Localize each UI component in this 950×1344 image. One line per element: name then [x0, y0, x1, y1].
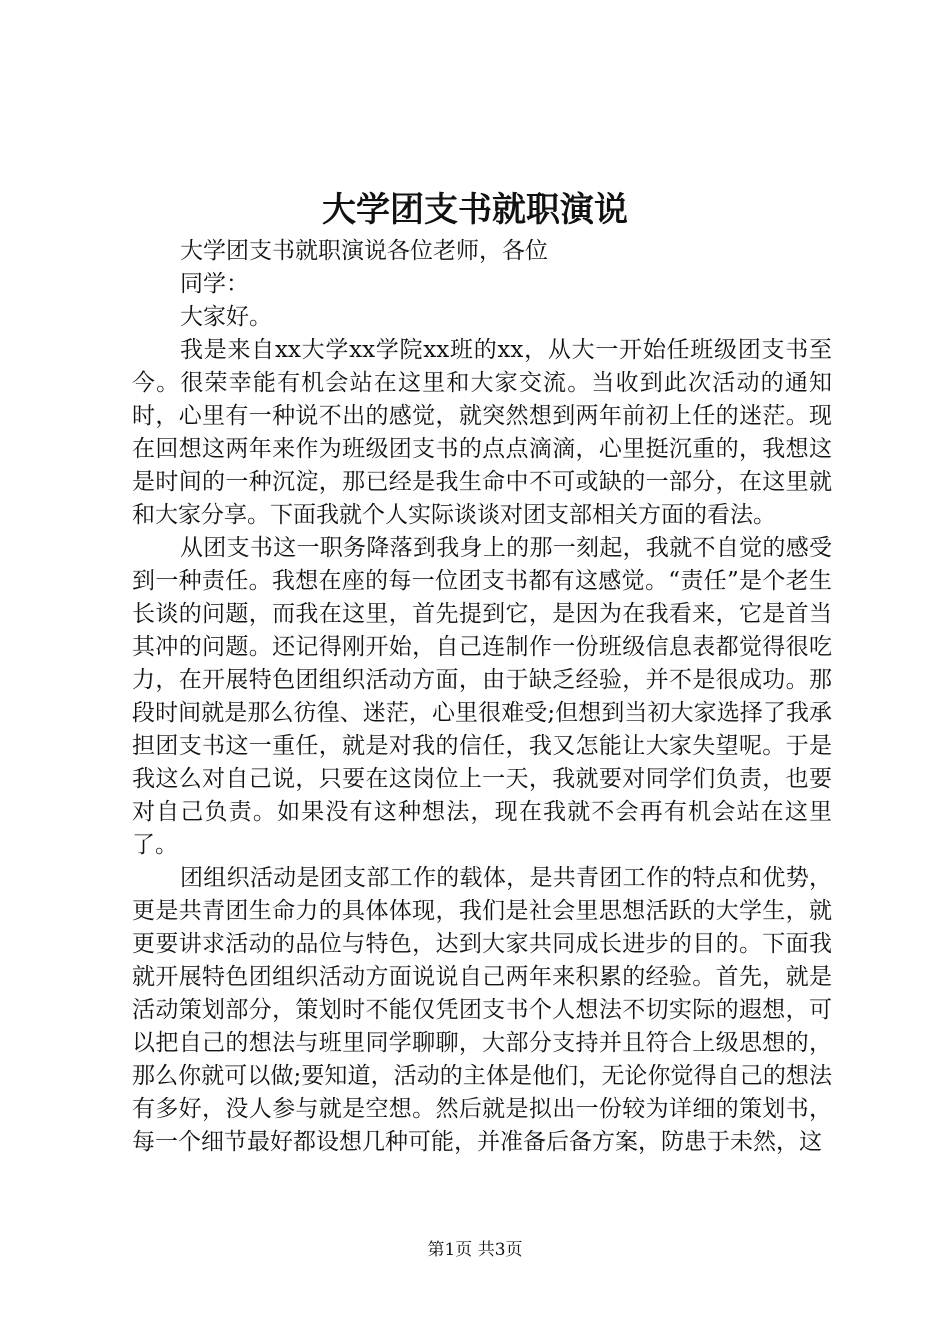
paragraph-intro: 大学团支书就职演说各位老师，各位: [180, 238, 548, 264]
document-body: [132, 235, 832, 1159]
paragraph-greeting-continued: 同学：: [180, 271, 249, 297]
paragraph-hello: 大家好。: [180, 304, 272, 330]
document-title: 大学团支书就职演说: [322, 190, 628, 230]
paragraph-responsibility: 从团支书这一职务降落到我身上的那一刻起，我就不自觉的感受到一种责任。我想在座的每一位团支书都有这感觉。“责任”是个老生长谈的问题，而我在这里，首先提到它，是因为在我看来，它是首当其冲的问题。还记得刚开始，自己连制作一份班级信息表都觉得很吃力，在开展特色团组织活动方面，由于缺乏经验，并不是很成功。那段时间就是那么彷徨、迷茫，心里很难受;但想到当初大家选择了我承担团支书这一重任，就是对我的信任，我又怎能让大家失望呢。于是我这么对自己说，只要在这岗位上一天，我就要对同学们负责，也要对自己负责。如果没有这种想法，现在我就不会再有机会站在这里了。: [132, 535, 832, 858]
page-number-footer: 第1页 共3页: [427, 1240, 523, 1260]
paragraph-activities: 团组织活动是团支部工作的载体，是共青团工作的特点和优势，更是共青团生命力的具体体现，我们是社会里思想活跃的大学生，就更要讲求活动的品位与特色，达到大家共同成长进步的目的。下面我就开展特色团组织活动方面说说自己两年来积累的经验。首先，就是活动策划部分，策划时不能仅凭团支书个人想法不切实际的遐想，可以把自己的想法与班里同学聊聊，大部分支持并且符合上级思想的，那么你就可以做;要知道，活动的主体是他们，无论你觉得自己的想法有多好，没人参与就是空想。然后就是拟出一份较为详细的策划书，每一个细节最好都设想几种可能，并准备后备方案，防患于未然，这: [132, 865, 832, 1155]
paragraph-self-introduction: 我是来自xx大学xx学院xx班的xx，从大一开始任班级团支书至今。很荣幸能有机会站在这里和大家交流。当收到此次活动的通知时，心里有一种说不出的感觉，就突然想到两年前初上任的迷茫。现在回想这两年来作为班级团支书的点点滴滴，心里挺沉重的，我想这是时间的一种沉淀，那已经是我生命中不可或缺的一部分，在这里就和大家分享。下面我就个人实际谈谈对团支部相关方面的看法。: [132, 337, 832, 528]
